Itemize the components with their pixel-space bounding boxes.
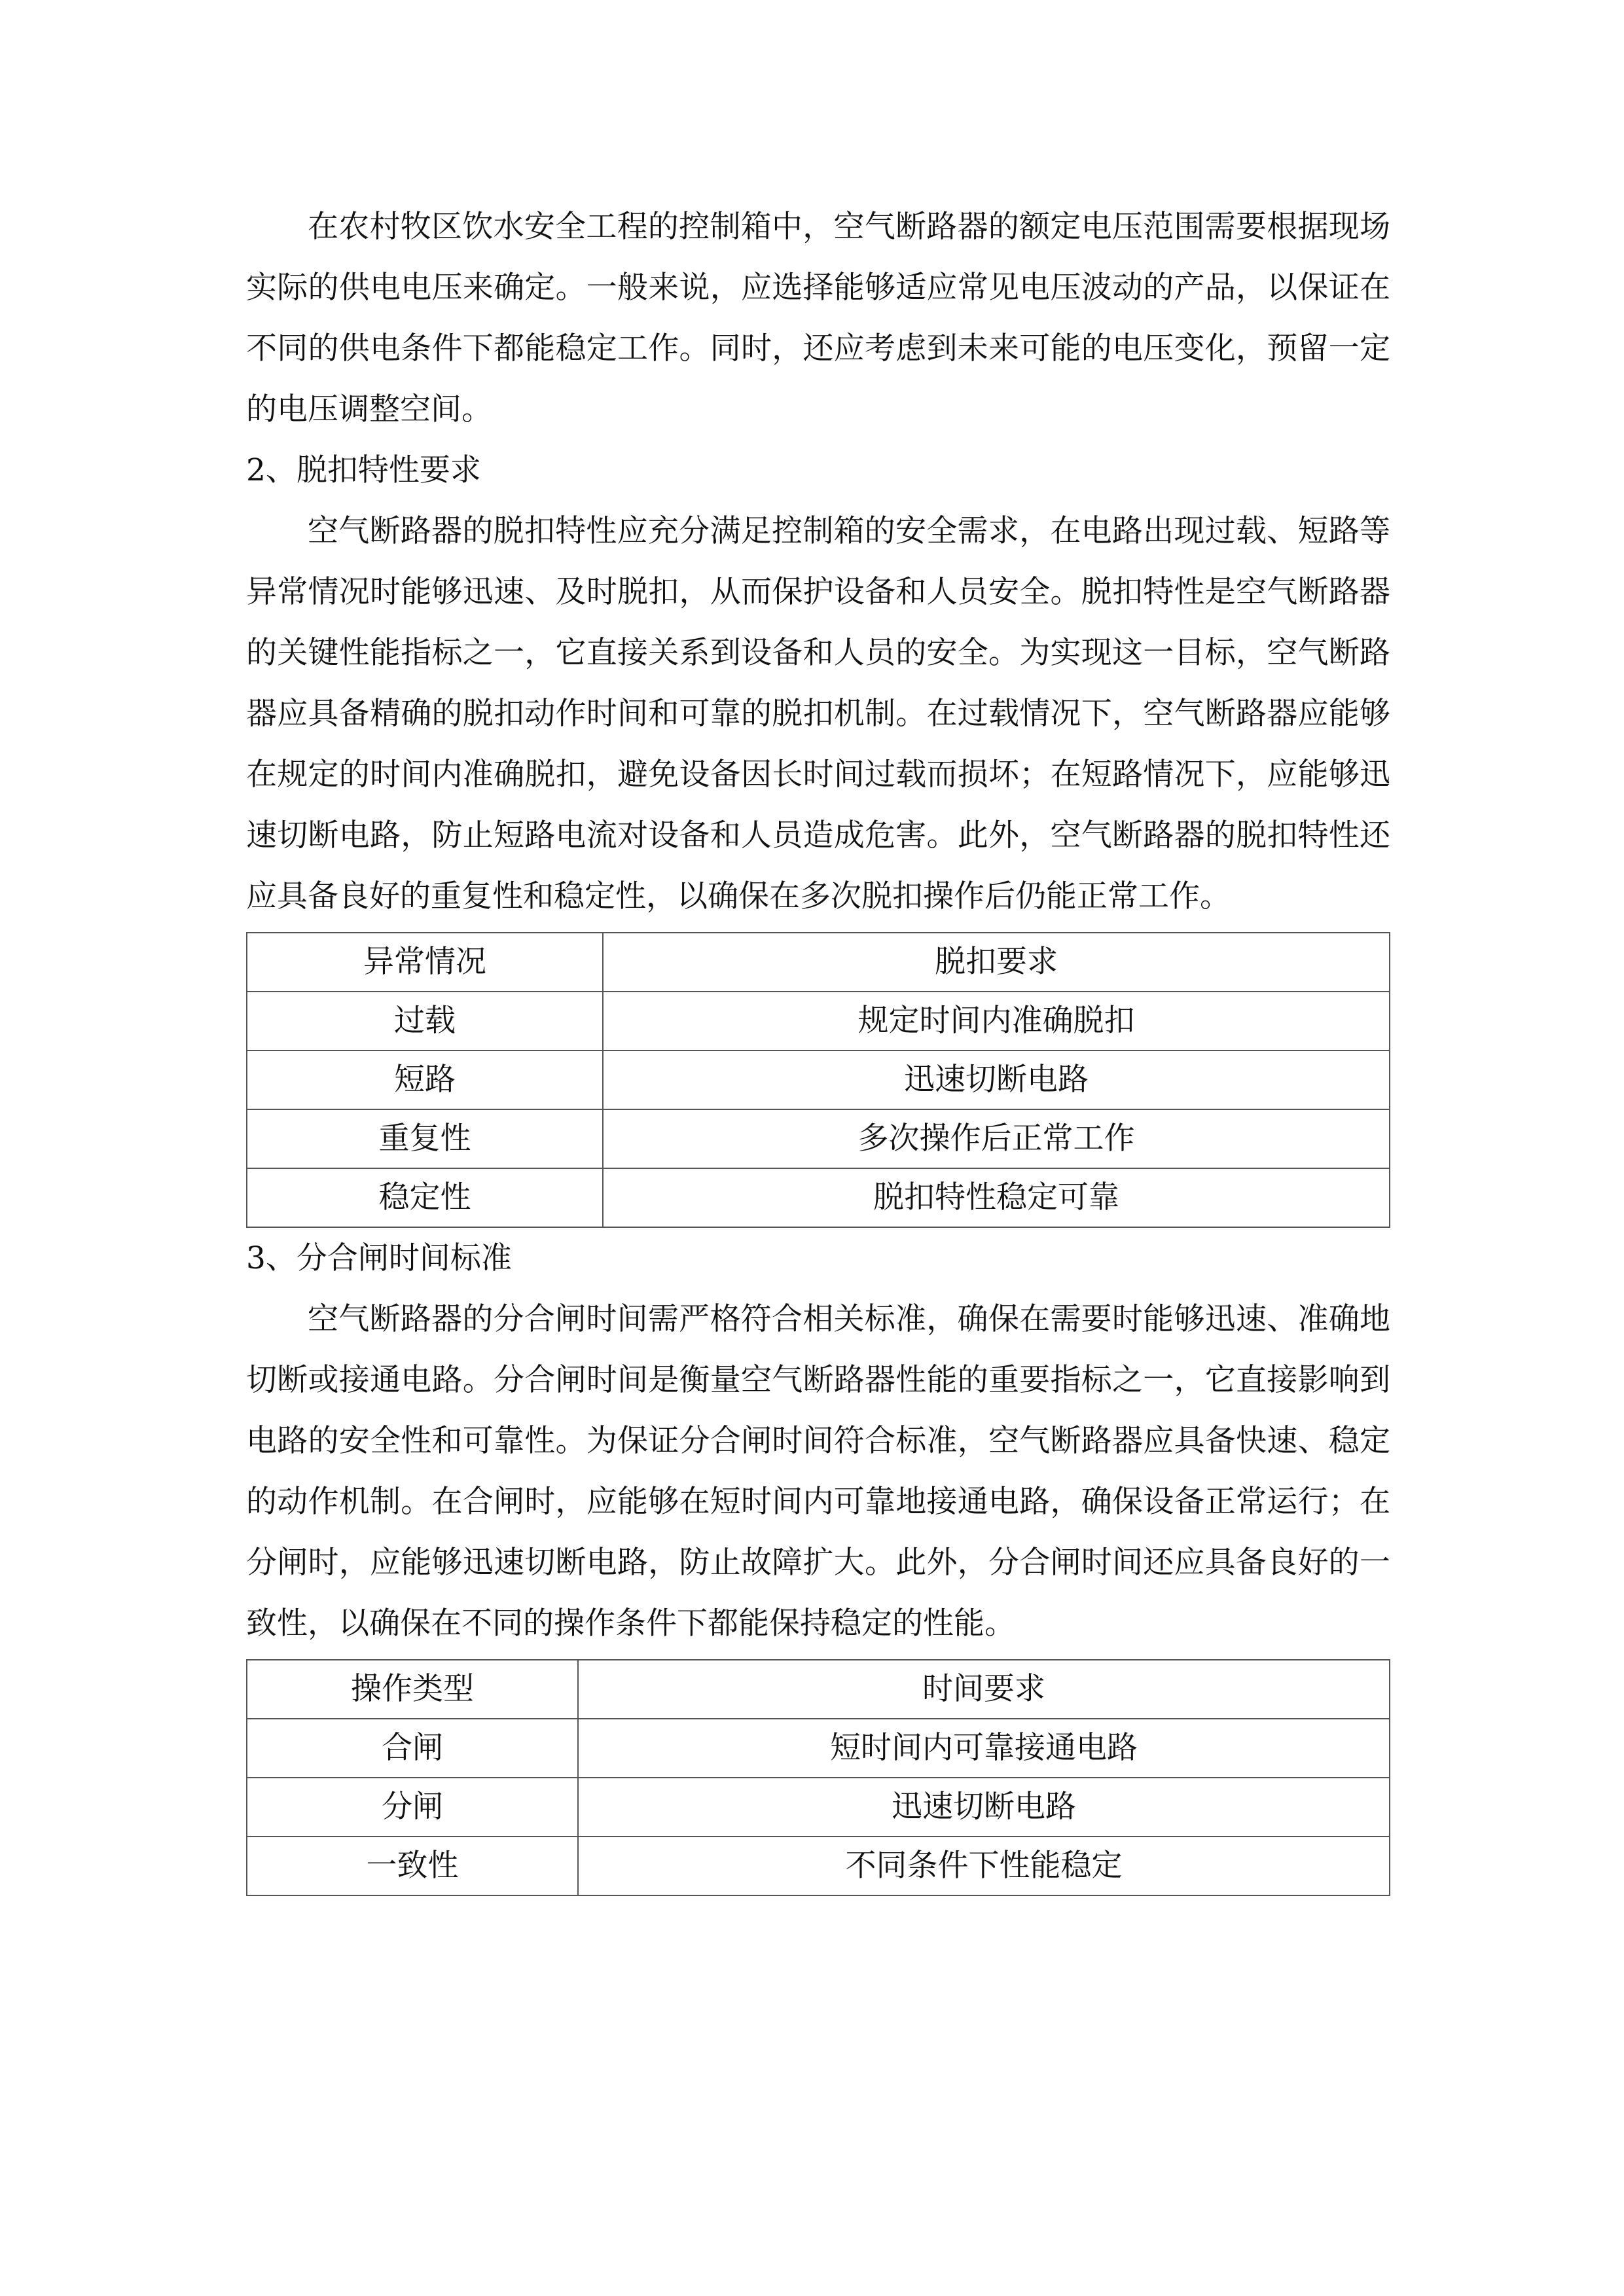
- table-cell: 不同条件下性能稳定: [578, 1837, 1390, 1895]
- timing-requirements-table: [246, 1659, 1390, 1896]
- table-header-row: [247, 1660, 1390, 1719]
- paragraph-timing: 空气断路器的分合闸时间需严格符合相关标准，确保在需要时能够迅速、准确地切断或接通电路。分合闸时间是衡量空气断路器性能的重要指标之一，它直接影响到电路的安全性和可靠性。为保证分合闸时间符合标准，空气断路器应具备快速、稳定的动作机制。在合闸时，应能够在短时间内可靠地接通电路，确保设备正常运行；在分闸时，应能够迅速切断电路，防止故障扩大。此外，分合闸时间还应具备良好的一致性，以确保在不同的操作条件下都能保持稳定的性能。: [246, 1301, 1390, 1641]
- table-cell: 短时间内可靠接通电路: [578, 1719, 1390, 1778]
- table-cell: 脱扣特性稳定可靠: [603, 1168, 1390, 1227]
- table-cell: 合闸: [247, 1719, 578, 1778]
- table-header-cell: 时间要求: [578, 1660, 1390, 1719]
- table-header-row: [247, 933, 1390, 992]
- paragraph-trip: 空气断路器的脱扣特性应充分满足控制箱的安全需求，在电路出现过载、短路等异常情况时能够迅速、及时脱扣，从而保护设备和人员安全。脱扣特性是空气断路器的关键性能指标之一，它直接关系到设备和人员的安全。为实现这一目标，空气断路器应具备精确的脱扣动作时间和可靠的脱扣机制。在过载情况下，空气断路器应能够在规定的时间内准确脱扣，避免设备因长时间过载而损坏；在短路情况下，应能够迅速切断电路，防止短路电流对设备和人员造成危害。此外，空气断路器的脱扣特性还应具备良好的重复性和稳定性，以确保在多次脱扣操作后仍能正常工作。: [246, 513, 1390, 914]
- table-header-cell: 脱扣要求: [603, 933, 1390, 992]
- table-cell: 迅速切断电路: [578, 1778, 1390, 1837]
- table-row: [247, 1837, 1390, 1895]
- document-page: [246, 196, 1390, 1896]
- table-row: [247, 992, 1390, 1050]
- table-cell: 多次操作后正常工作: [603, 1109, 1390, 1168]
- table-cell: 短路: [247, 1050, 603, 1109]
- table-row: [247, 1109, 1390, 1168]
- table-row: [247, 1168, 1390, 1227]
- table-cell: 过载: [247, 992, 603, 1050]
- table-header-cell: 操作类型: [247, 1660, 578, 1719]
- table-cell: 稳定性: [247, 1168, 603, 1227]
- section-title-timing: 3、分合闸时间标准: [246, 1240, 512, 1276]
- table-row: [247, 1778, 1390, 1837]
- table-cell: 一致性: [247, 1837, 578, 1895]
- paragraph-voltage: 在农村牧区饮水安全工程的控制箱中，空气断路器的额定电压范围需要根据现场实际的供电电压来确定。一般来说，应选择能够适应常见电压波动的产品，以保证在不同的供电条件下都能稳定工作。同时，还应考虑到未来可能的电压变化，预留一定的电压调整空间。: [246, 209, 1390, 427]
- trip-requirements-table: [246, 932, 1390, 1228]
- table-cell: 分闸: [247, 1778, 578, 1837]
- section-title-trip: 2、脱扣特性要求: [246, 452, 481, 488]
- table-cell: 迅速切断电路: [603, 1050, 1390, 1109]
- table-row: [247, 1719, 1390, 1778]
- table-row: [247, 1050, 1390, 1109]
- table-cell: 规定时间内准确脱扣: [603, 992, 1390, 1050]
- table-header-cell: 异常情况: [247, 933, 603, 992]
- table-cell: 重复性: [247, 1109, 603, 1168]
